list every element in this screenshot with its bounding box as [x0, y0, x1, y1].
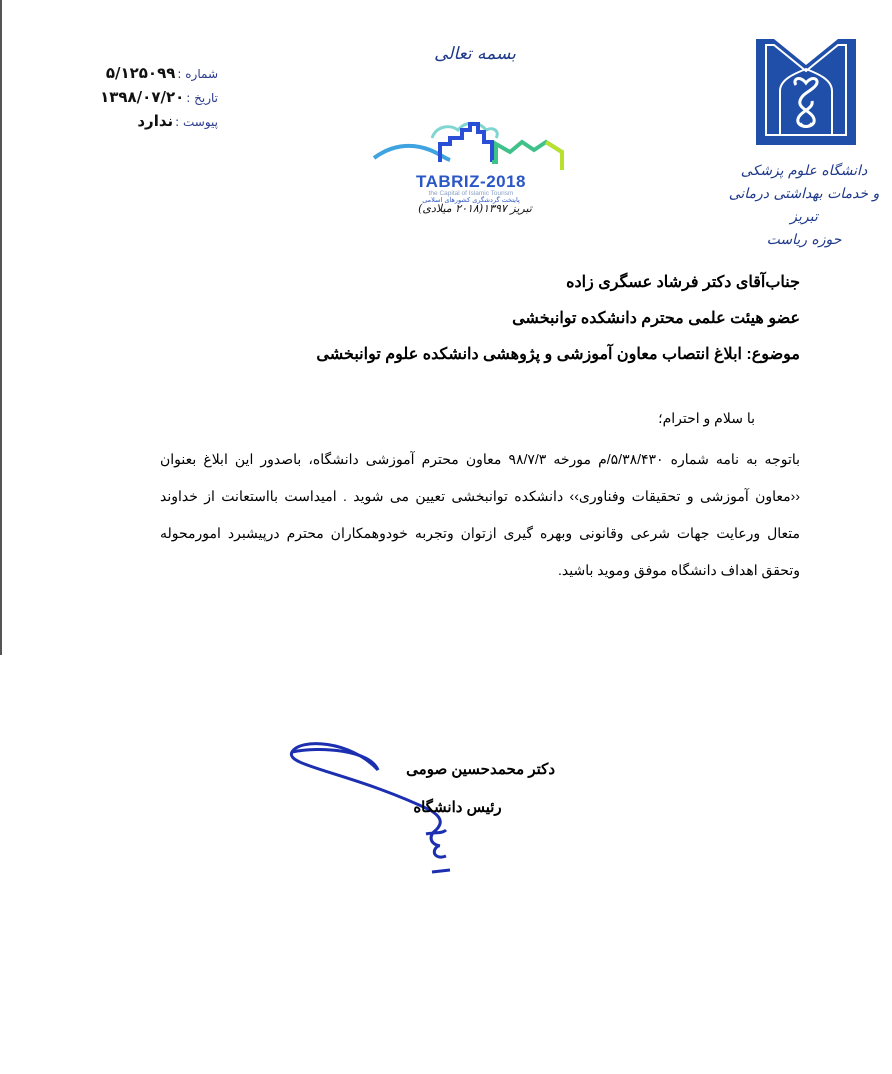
- university-name-line3: حوزه ریاست: [766, 232, 842, 248]
- greeting: با سلام و احترام؛: [658, 410, 755, 426]
- meta-date-value: ۱۳۹۸/۰۷/۲۰: [100, 88, 185, 106]
- tabriz-logo-subtitle-fa: پایتخت گردشگری کشورهای اسلامی: [422, 196, 520, 204]
- meta-attachment: [88, 112, 218, 136]
- meta-attachment-label: پیوست :: [175, 115, 218, 129]
- tabriz-skyline-icon: [370, 118, 570, 178]
- letter-meta: [88, 64, 218, 136]
- university-emblem-icon: [752, 35, 860, 155]
- tabriz-2018-logo: [370, 118, 570, 223]
- meta-attachment-value: ندارد: [137, 112, 174, 130]
- university-name-line1: دانشگاه علوم پزشکی: [740, 163, 868, 179]
- meta-date-label: تاریخ :: [186, 91, 218, 105]
- meta-number: [88, 64, 218, 88]
- tabriz-logo-date: تبریز ۱۳۹۷(۲۰۱۸ میلادی): [418, 202, 532, 215]
- basmala-heading: بسمه تعالی: [434, 44, 516, 64]
- university-name-line2: و خدمات بهداشتی درمانی تبریز: [728, 186, 880, 225]
- tabriz-logo-subtitle: the Capital of Islamic Tourism: [428, 190, 514, 197]
- recipient-name: جناب‌آقای دکتر فرشاد عسگری زاده: [566, 274, 800, 291]
- meta-number-label: شماره :: [177, 67, 218, 81]
- body-paragraph: باتوجه به نامه شماره ۵/۳۸/۴۳۰/م مورخه ۹۸/۷/۳ معاون محترم آموزشی دانشگاه، باصدور این ابلاغ بعنوان ‹‹معاون آموزشی و تحقیقات وفناوری›› دانشکده توانبخشی تعیین می شوید . امیداست بااستعانت از خداوند متعال ورعایت جهات شرعی وقانونی وبهره گیری ازتوان وتجربه خودوهمکاران محترم درپیشبرد امورمحوله وتحقق اهداف دانشگاه موفق وموید باشید.: [160, 451, 801, 578]
- recipient-position: عضو هیئت علمی محترم دانشکده توانبخشی: [512, 310, 800, 327]
- signatory-name: دکتر محمدحسین صومی: [406, 761, 555, 778]
- page-edge-rule: [0, 0, 2, 655]
- university-name: [724, 160, 884, 252]
- signatory-title: رئیس دانشگاه: [413, 799, 502, 816]
- letter-body: [160, 405, 800, 589]
- tabriz-logo-title: TABRIZ-2018: [415, 172, 527, 191]
- meta-date: [88, 88, 218, 112]
- recipient-block: [240, 270, 800, 378]
- meta-number-value: ۵/۱۲۵۰۹۹: [105, 64, 176, 82]
- letter-subject: موضوع: ابلاغ انتصاب معاون آموزشی و پژوهشی دانشکده علوم توانبخشی: [316, 346, 800, 363]
